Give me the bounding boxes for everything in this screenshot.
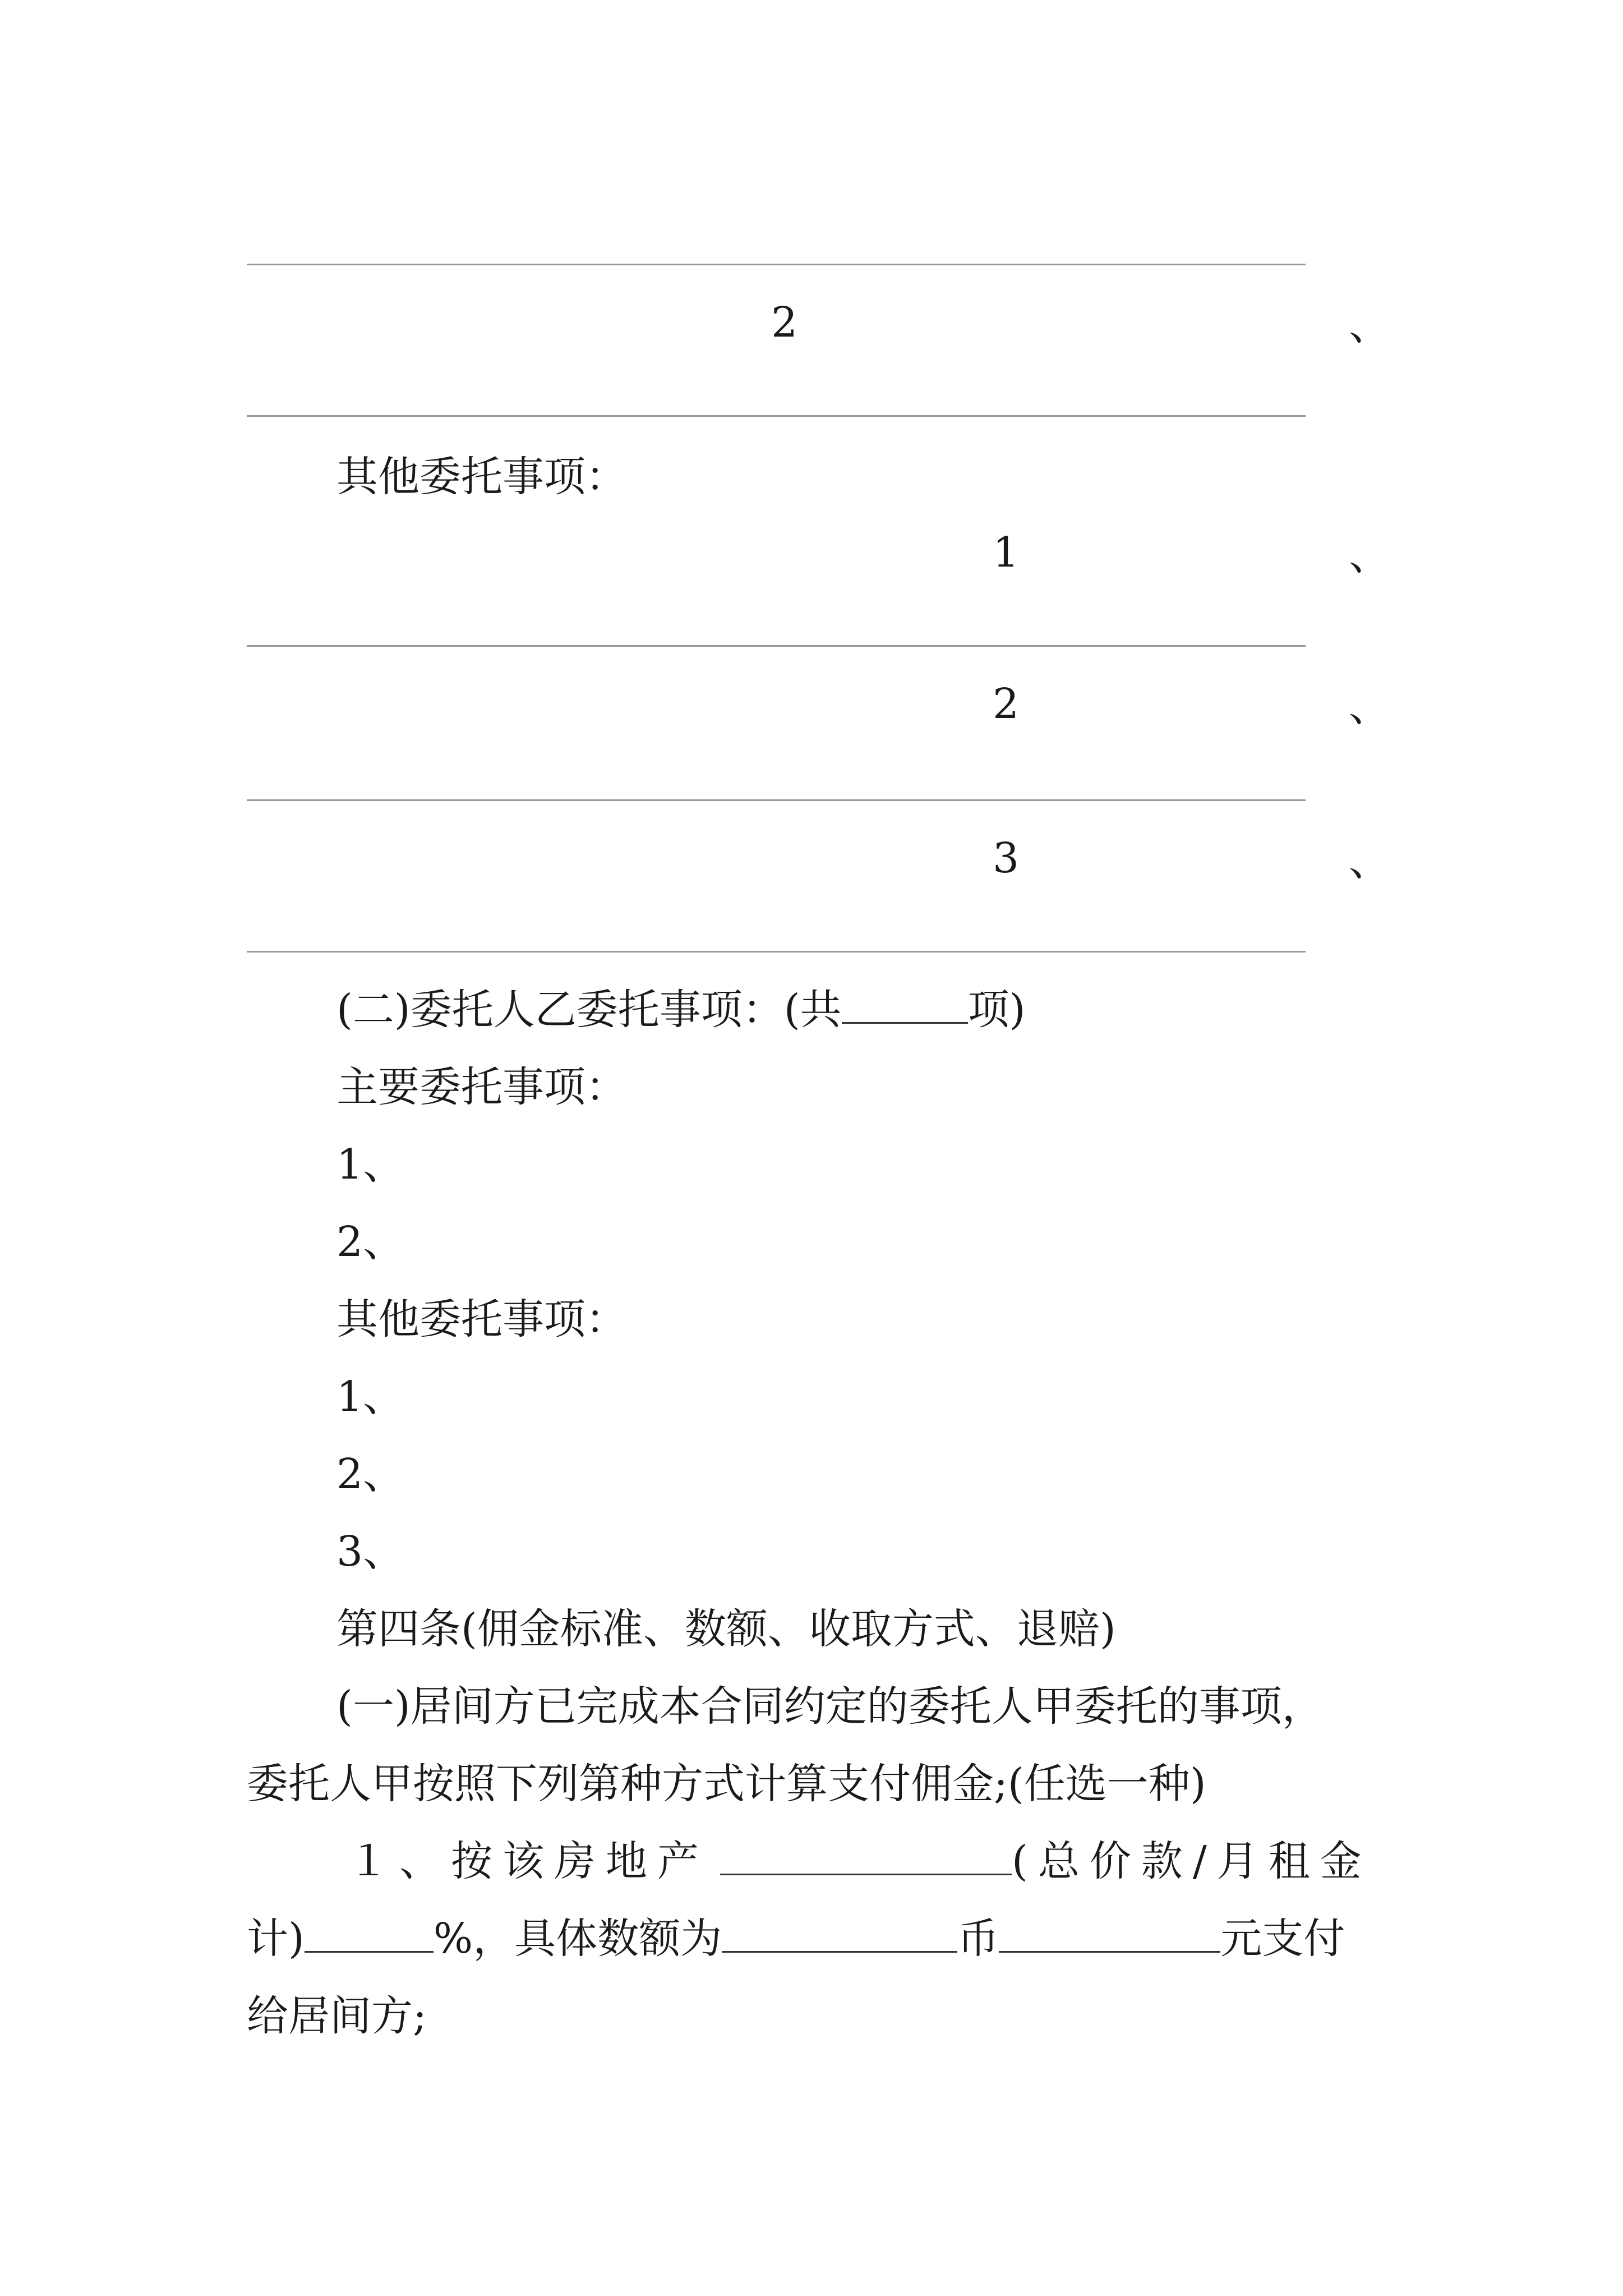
commission-item-line2 — [247, 1911, 1345, 1967]
ruled-line — [247, 415, 1306, 417]
commission-item-text: 计) — [247, 1915, 305, 1963]
item-number: 2 — [993, 680, 1020, 728]
item-number: 3 — [993, 834, 1020, 882]
percent-blank — [305, 1912, 434, 1953]
paragraph-line: 委托人甲按照下列第种方式计算支付佣金;(任选一种) — [247, 1760, 1206, 1808]
commission-item-text: 元支付 — [1220, 1915, 1345, 1963]
commission-item-prefix: １、按该房地产 — [348, 1837, 709, 1885]
section-b-title-prefix: (二)委托人乙委托事项：(共 — [336, 986, 842, 1034]
amount-blank — [999, 1912, 1220, 1953]
other-items-heading: 其他委托事项： — [336, 453, 627, 501]
section-b-title — [336, 982, 1025, 1038]
list-item: 1、 — [336, 1373, 405, 1421]
paragraph-line: (一)居间方已完成本合同约定的委托人甲委托的事项， — [336, 1682, 1324, 1731]
commission-item-text: %，具体数额为 — [433, 1915, 722, 1963]
article-title: 第四条(佣金标准、数额、收取方式、退赔) — [336, 1605, 1116, 1653]
commission-item-basis: (总价款/月租金 — [1012, 1837, 1372, 1885]
list-item: 1、 — [336, 1140, 405, 1189]
count-blank — [842, 983, 968, 1024]
item-number: 1 — [993, 528, 1020, 577]
item-separator: 、 — [1349, 683, 1390, 731]
amount-blank — [720, 1834, 1012, 1875]
item-separator: 、 — [1349, 837, 1390, 885]
item-separator: 、 — [1349, 301, 1390, 349]
commission-item-line1 — [348, 1833, 1372, 1889]
commission-item-text: 币 — [957, 1915, 999, 1963]
ruled-line — [247, 951, 1306, 953]
item-separator: 、 — [1349, 531, 1390, 579]
amount-blank — [722, 1912, 957, 1953]
list-item: 2、 — [336, 1450, 405, 1498]
list-item: 3、 — [336, 1527, 405, 1576]
list-item: 2、 — [336, 1218, 405, 1266]
other-items-heading: 其他委托事项： — [336, 1295, 627, 1343]
ruled-line — [247, 799, 1306, 801]
ruled-line — [247, 264, 1306, 265]
item-number: 2 — [771, 298, 798, 347]
main-items-heading: 主要委托事项： — [336, 1063, 627, 1111]
ruled-line — [247, 645, 1306, 647]
paragraph-line: 给居间方; — [247, 1992, 427, 2040]
section-b-title-suffix: 项) — [967, 986, 1026, 1034]
